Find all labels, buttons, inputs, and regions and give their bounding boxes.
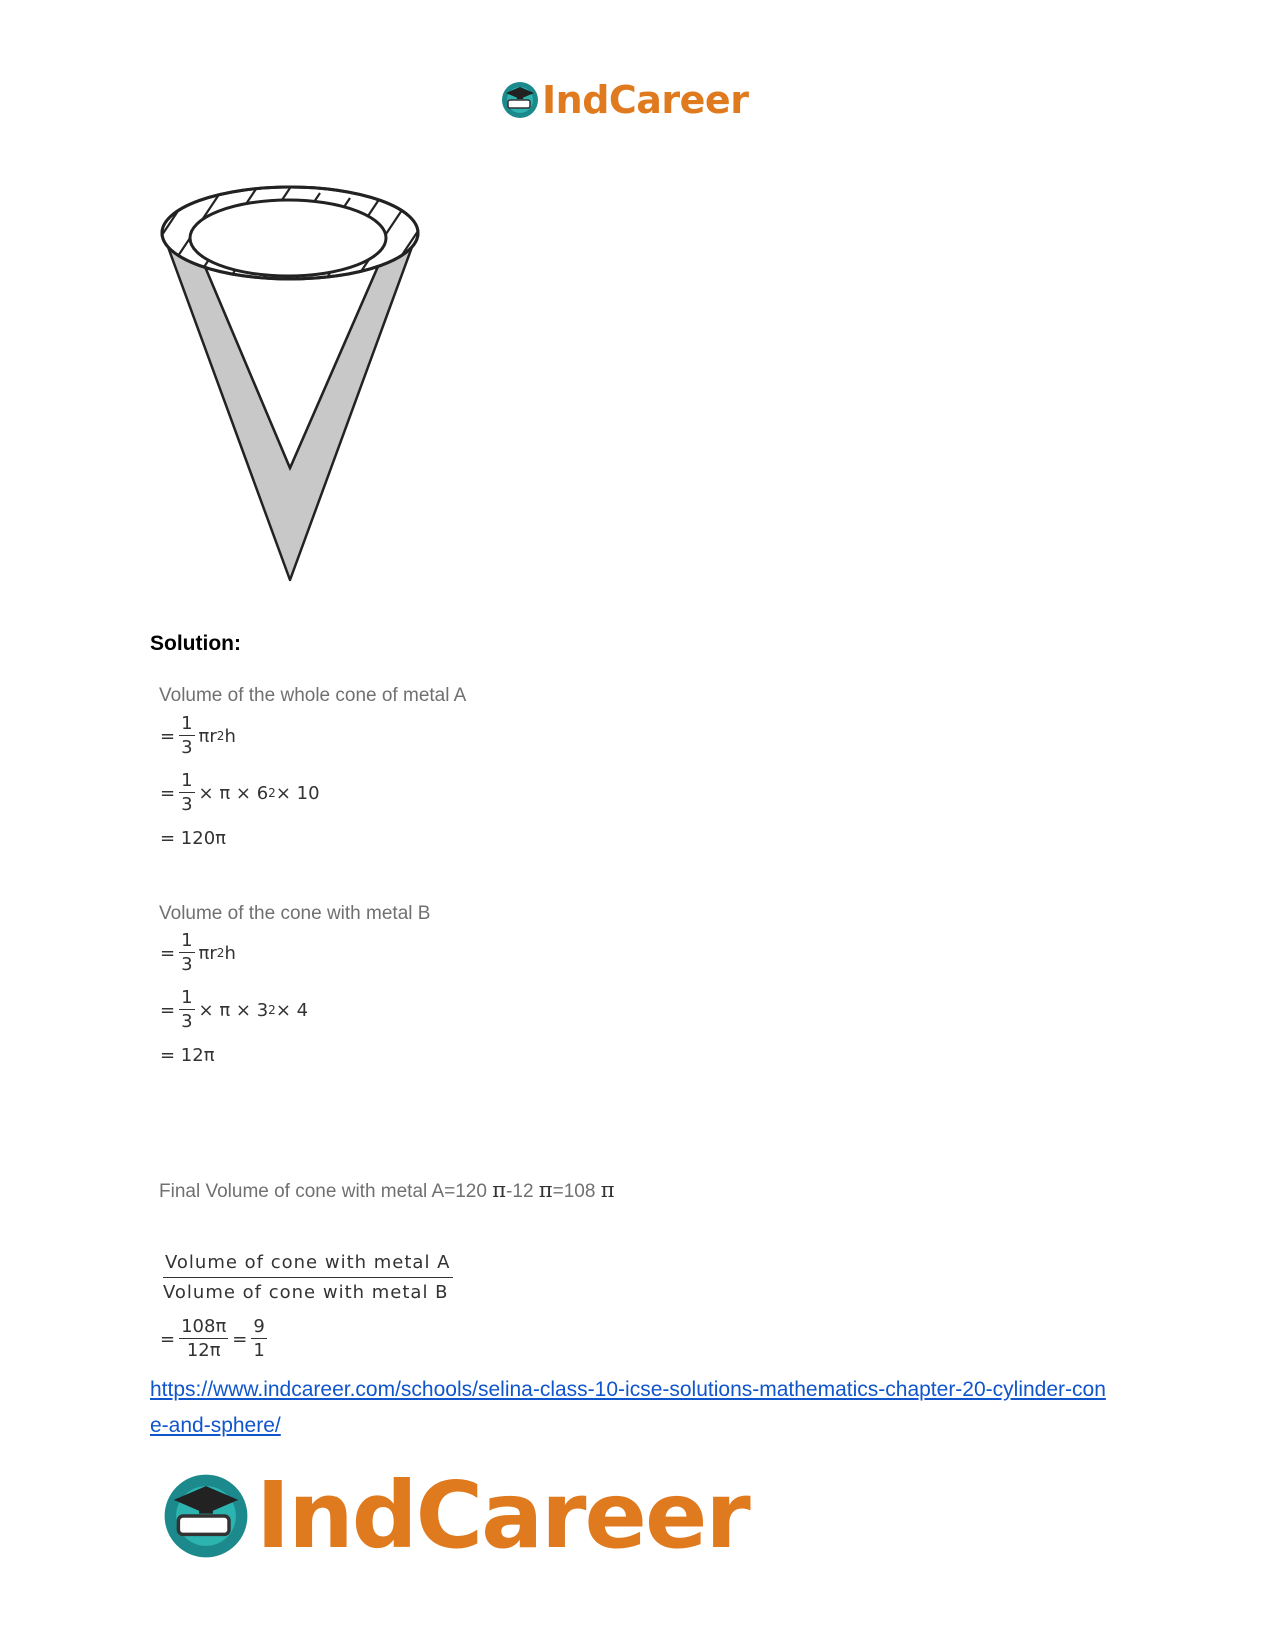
- denominator: 3: [181, 1011, 193, 1032]
- solution-heading: Solution:: [150, 632, 241, 655]
- hollow-cone-figure: [160, 178, 440, 588]
- eq-sign: =: [232, 1328, 248, 1350]
- formula-body: πr: [198, 942, 217, 964]
- eq-sign: =: [160, 782, 176, 804]
- pi-symbol: π: [600, 1178, 615, 1202]
- exponent: 2: [216, 946, 225, 960]
- header-logo: [500, 78, 748, 122]
- cone-b-title: Volume of the cone with metal B: [159, 903, 431, 924]
- footer-logo-text: IndCareer: [256, 1462, 749, 1569]
- exponent: 2: [268, 1003, 276, 1017]
- cone-a-substitution: [160, 772, 320, 814]
- fraction: [179, 715, 194, 757]
- formula-body: × π × 6: [198, 782, 269, 804]
- numerator: 108π: [181, 1316, 227, 1337]
- ratio-numerator: Volume of cone with metal A: [163, 1252, 453, 1278]
- graduation-cap-book-icon: [500, 80, 540, 120]
- numerator: 1: [181, 930, 193, 951]
- numerator: 1: [181, 713, 193, 734]
- pi-symbol: π: [492, 1178, 507, 1202]
- cone-a-result: = 120π: [160, 828, 226, 849]
- cone-b-result: = 12π: [160, 1045, 215, 1066]
- denominator: 12π: [186, 1340, 221, 1361]
- ratio-denominator: Volume of cone with metal B: [163, 1282, 449, 1303]
- formula-tail: × 4: [275, 999, 309, 1021]
- pi-symbol: π: [538, 1178, 553, 1202]
- formula-tail: × 10: [275, 782, 320, 804]
- source-link[interactable]: https://www.indcareer.com/schools/selina-class-10-icse-solutions-mathematics-chapter-20-cylinder-cone-and-sphere/: [150, 1378, 1106, 1437]
- denominator: 3: [181, 737, 193, 758]
- fraction: [251, 1318, 266, 1360]
- formula-body: πr: [198, 725, 217, 747]
- fraction: [179, 989, 194, 1031]
- cone-b-formula: [160, 932, 236, 974]
- ratio-fraction: [163, 1252, 453, 1303]
- eq-sign: =: [160, 725, 176, 747]
- cone-a-title: Volume of the whole cone of metal A: [159, 685, 467, 706]
- exponent: 2: [268, 786, 276, 800]
- fraction: [179, 772, 194, 814]
- final-volume-line: [159, 1178, 615, 1203]
- exponent: 2: [216, 729, 225, 743]
- footer-logo: [160, 1462, 749, 1569]
- fraction: [179, 1318, 228, 1360]
- final-volume-text: Final Volume of cone with metal A=120: [159, 1181, 487, 1202]
- formula-body: × π × 3: [198, 999, 269, 1021]
- header-logo-text: IndCareer: [542, 78, 749, 122]
- final-volume-result: =108: [552, 1181, 596, 1202]
- cone-b-substitution: [160, 989, 308, 1031]
- numerator: 1: [181, 987, 193, 1008]
- graduation-cap-book-icon: [160, 1470, 252, 1562]
- numerator: 1: [181, 770, 193, 791]
- denominator: 3: [181, 954, 193, 975]
- denominator: 3: [181, 794, 193, 815]
- eq-sign: =: [160, 999, 176, 1021]
- fraction: [179, 932, 194, 974]
- eq-sign: =: [160, 1328, 176, 1350]
- formula-tail: h: [224, 725, 236, 747]
- numerator: 9: [253, 1316, 265, 1337]
- eq-sign: =: [160, 942, 176, 964]
- denominator: 1: [253, 1340, 265, 1361]
- cone-a-formula: [160, 715, 236, 757]
- formula-tail: h: [224, 942, 236, 964]
- final-volume-mid: -12: [506, 1181, 534, 1202]
- ratio-result: [160, 1318, 271, 1360]
